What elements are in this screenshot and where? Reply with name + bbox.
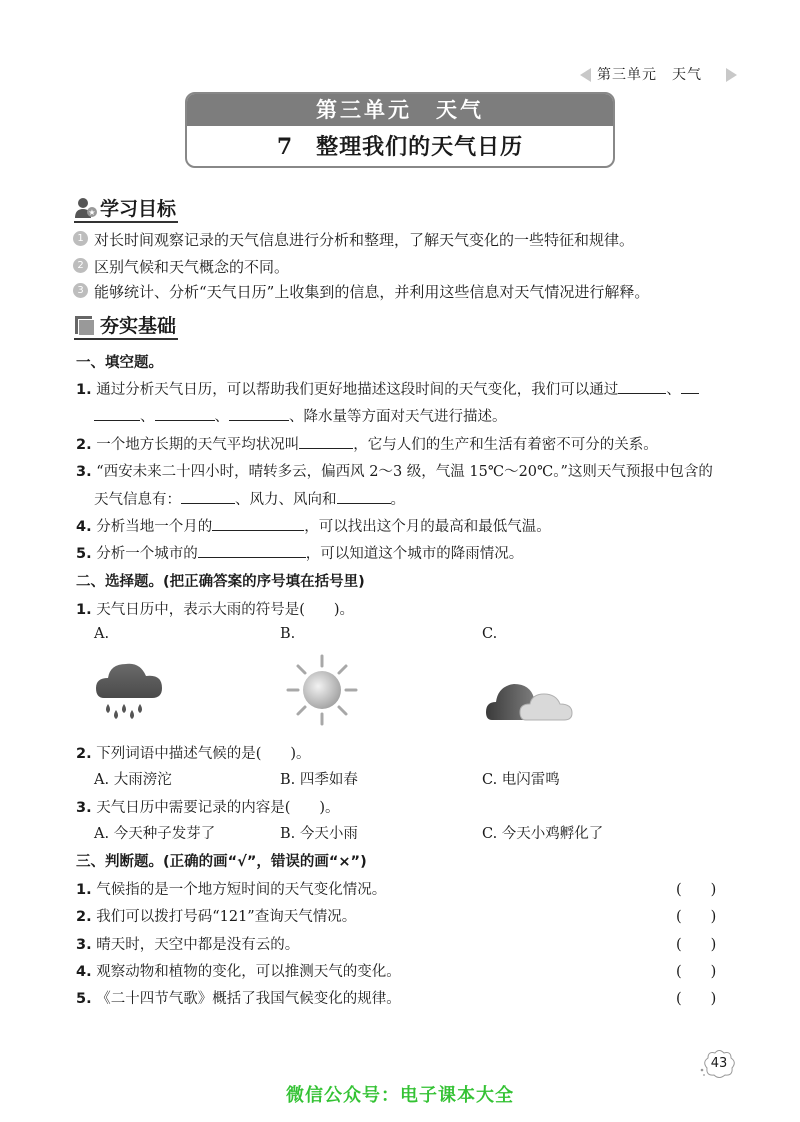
lesson-title: 7 整理我们的天气日历: [276, 134, 524, 160]
objectives-heading-text: 学习目标: [100, 198, 177, 220]
option-a[interactable]: A. 大雨滂沱: [94, 772, 172, 788]
option-a[interactable]: A. 今天种子发芽了: [94, 826, 216, 842]
objective-item: [74, 256, 289, 277]
judge-section-heading: 三、判断题。(正确的画“√”，错误的画“×”): [76, 854, 367, 870]
question-text: 天气日历中需要记录的内容是( )。: [96, 800, 340, 816]
choice-section-heading: 二、选择题。(把正确答案的序号填在括号里): [76, 574, 365, 590]
option-b[interactable]: B. 四季如春: [280, 772, 358, 788]
answer-blank[interactable]: [155, 406, 215, 421]
question-number: 4.: [76, 964, 92, 980]
answer-blank[interactable]: [681, 379, 699, 394]
question-text: 、风力、风向和: [235, 492, 337, 508]
answer-blank[interactable]: [299, 434, 353, 449]
question-text: 、降水量等方面对天气进行描述。: [289, 409, 507, 425]
sunny-icon: [286, 654, 358, 726]
fill-question-3: [76, 460, 713, 481]
choice-question-1: [76, 598, 354, 619]
answer-blank[interactable]: [618, 379, 666, 394]
question-text: 气候指的是一个地方短时间的天气变化情况。: [96, 882, 387, 898]
question-number: 1.: [76, 602, 92, 618]
question-text: 我们可以拨打号码“121”查询天气情况。: [96, 909, 357, 925]
question-text: 。: [390, 492, 405, 508]
judge-item: [76, 878, 386, 899]
question-number: 3.: [76, 800, 92, 816]
heading-underline: [74, 338, 178, 340]
option-b[interactable]: B.: [280, 626, 296, 642]
question-text: 一个地方长期的天气平均状况叫: [96, 437, 300, 453]
basics-heading: [74, 311, 184, 341]
objective-text: 对长时间观察记录的天气信息进行分析和整理，了解天气变化的一些特征和规律。: [94, 231, 635, 249]
answer-blank[interactable]: [198, 543, 306, 558]
answer-bracket[interactable]: ( ): [676, 909, 717, 925]
fill-question-4: [76, 515, 551, 536]
fill-question-3-cont: [94, 488, 405, 509]
separator: 、: [140, 409, 155, 425]
question-text: 《二十四节气歌》概括了我国气候变化的规律。: [96, 991, 401, 1007]
objective-text: 能够统计、分析“天气日历”上收集到的信息，并利用这些信息对天气情况进行解释。: [94, 283, 650, 301]
option-b[interactable]: B. 今天小雨: [280, 826, 358, 842]
option-c[interactable]: C.: [482, 626, 498, 642]
answer-bracket[interactable]: ( ): [676, 991, 717, 1007]
question-text: ，可以知道这个城市的降雨情况。: [305, 546, 524, 562]
question-text: 下列词语中描述气候的是( )。: [96, 746, 311, 762]
triangle-left-icon: [580, 68, 591, 82]
answer-blank[interactable]: [229, 406, 289, 421]
choice-question-3: [76, 796, 340, 817]
book-icon: [74, 314, 96, 336]
question-text: ，可以找出这个月的最高和最低气温。: [304, 519, 551, 535]
objective-number: 1: [73, 231, 88, 246]
page-number: 43: [710, 1056, 728, 1071]
objective-number: 3: [73, 283, 88, 298]
judge-item: [76, 960, 401, 981]
running-header: [560, 64, 740, 86]
question-text: “西安未来二十四小时，晴转多云，偏西风 2～3 级，气温 15℃～20℃。”这则天气预报中包含的: [96, 464, 713, 480]
question-text: 观察动物和植物的变化，可以推测天气的变化。: [96, 964, 401, 980]
choice-question-2: [76, 742, 311, 763]
heading-underline: [74, 221, 178, 223]
separator: 、: [666, 382, 681, 398]
question-number: 5.: [76, 546, 92, 562]
question-number: 2.: [76, 909, 92, 925]
question-number: 2.: [76, 746, 92, 762]
question-number: 1.: [76, 382, 92, 398]
cloudy-icon: [486, 672, 574, 724]
footer-watermark: 微信公众号：电子课本大全: [286, 1085, 514, 1106]
question-number: 5.: [76, 991, 92, 1007]
triangle-right-icon: [726, 68, 737, 82]
question-number: 2.: [76, 437, 92, 453]
question-text: 天气信息有：: [94, 492, 181, 508]
question-text: 分析一个城市的: [96, 546, 198, 562]
answer-blank[interactable]: [181, 489, 235, 504]
running-header-text: 第三单元 天气: [597, 67, 702, 83]
fill-question-5: [76, 542, 523, 563]
option-c[interactable]: C. 今天小鸡孵化了: [482, 826, 604, 842]
students-icon: [74, 197, 98, 219]
page-number-badge: [700, 1048, 738, 1080]
svg-text:★: ★: [88, 208, 96, 217]
objective-text: 区别气候和天气概念的不同。: [94, 258, 290, 276]
objectives-heading: [74, 194, 184, 224]
question-text: 通过分析天气日历，可以帮助我们更好地描述这段时间的天气变化，我们可以通过: [96, 382, 619, 398]
answer-bracket[interactable]: ( ): [676, 937, 717, 953]
fill-question-1: [76, 378, 699, 399]
option-c[interactable]: C. 电闪雷鸣: [482, 772, 560, 788]
option-a[interactable]: A.: [94, 626, 110, 642]
lesson-title-box: [185, 92, 615, 168]
answer-blank[interactable]: [94, 406, 140, 421]
question-text: 天气日历中，表示大雨的符号是( )。: [96, 602, 355, 618]
fill-question-1-cont: [94, 405, 507, 426]
question-number: 3.: [76, 937, 92, 953]
judge-item: [76, 987, 401, 1008]
basics-heading-text: 夯实基础: [100, 315, 177, 337]
objective-number: 2: [73, 258, 88, 273]
unit-title: 第三单元 天气: [187, 94, 613, 128]
objective-item: [74, 229, 634, 250]
question-number: 3.: [76, 464, 92, 480]
fill-question-2: [76, 433, 658, 454]
separator: 、: [214, 409, 229, 425]
answer-blank[interactable]: [212, 516, 304, 531]
answer-bracket[interactable]: ( ): [676, 882, 717, 898]
heavy-rain-icon: [94, 654, 166, 722]
question-number: 4.: [76, 519, 92, 535]
question-text: ，它与人们的生产和生活有着密不可分的关系。: [353, 437, 658, 453]
answer-bracket[interactable]: ( ): [676, 964, 717, 980]
question-text: 分析当地一个月的: [96, 519, 213, 535]
objective-item: [74, 281, 649, 302]
question-number: 1.: [76, 882, 92, 898]
judge-item: [76, 905, 356, 926]
question-text: 晴天时，天空中都是没有云的。: [96, 937, 300, 953]
answer-blank[interactable]: [337, 489, 391, 504]
fill-section-heading: 一、填空题。: [76, 355, 163, 371]
judge-item: [76, 933, 299, 954]
